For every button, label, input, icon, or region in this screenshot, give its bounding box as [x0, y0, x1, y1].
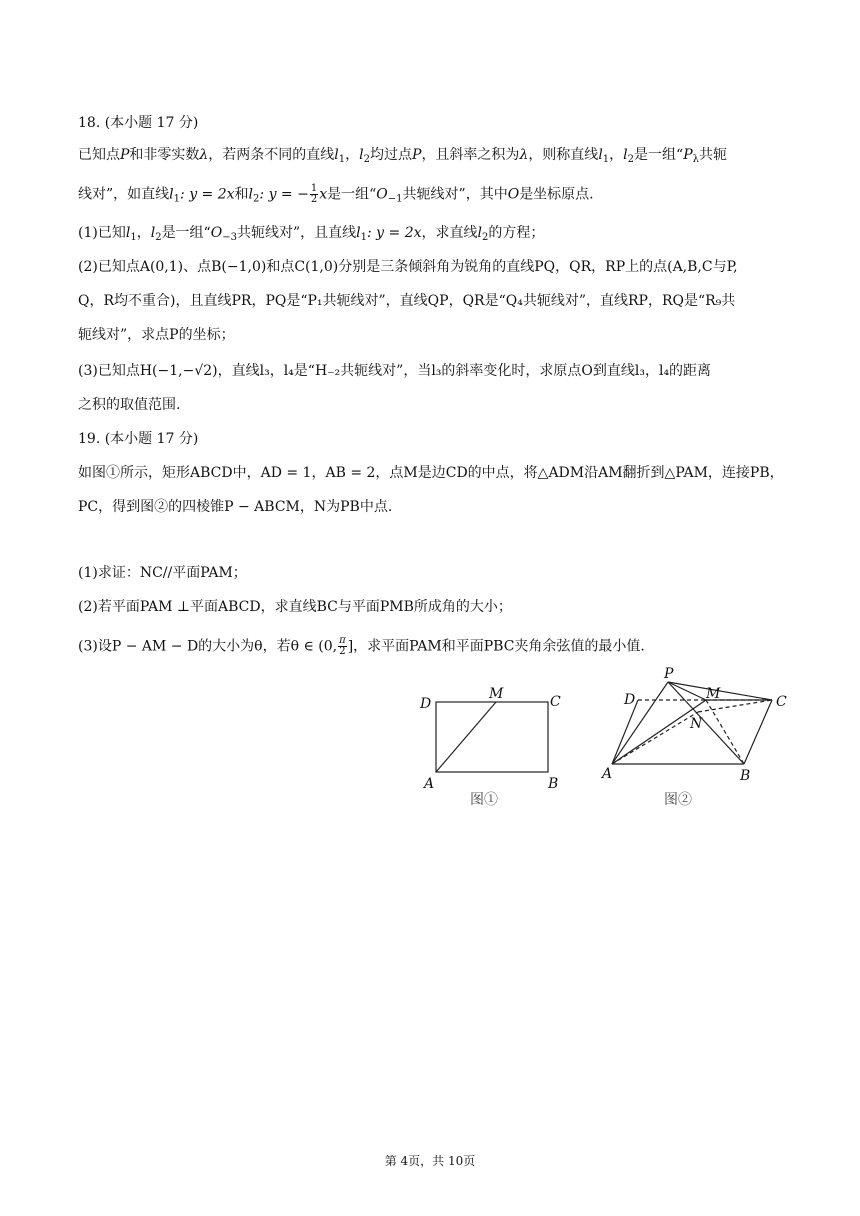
- q19-header: 19. (本小题 17 分): [78, 431, 199, 447]
- label-n: N: [690, 716, 703, 732]
- label-p: P: [664, 666, 674, 682]
- segment-an: [612, 712, 698, 764]
- q18-part3-line2: 之积的取值范围.: [78, 397, 181, 413]
- q18-part1: (1)已知$l_1$，$l_2$是一组“$O_{-3}$共轭线对”，且直线$l_1$: y = 2x，求直线$l_2$的方程；: [78, 225, 545, 243]
- figure-1-caption: 图①: [470, 792, 498, 808]
- q18-part2-line1: (2)已知点A(0,1)、点B(−1,0)和点C(1,0)分别是三条倾斜角为锐角的直线PQ，QR，RP上的点(A,B,C与P,: [78, 259, 738, 275]
- page-footer: 第 4页，共 10页: [384, 1154, 476, 1168]
- fraction-one-half: $\frac{1}{2}$: [310, 183, 318, 205]
- label-d: D: [624, 692, 636, 708]
- q18-part3-line1: (3)已知点H(−1,−√2)，直线l₃，l₄是“H₋₂共轭线对”，当l₃的斜率变化时，求原点O到直线l₃，l₄的距离: [78, 363, 712, 379]
- label-m: M: [489, 686, 504, 702]
- label-b: B: [740, 768, 751, 784]
- rectangle-abcd: [436, 702, 548, 772]
- label-c: C: [776, 694, 787, 710]
- q18-part2-line3: 轭线对”，求点P的坐标；: [78, 327, 235, 343]
- label-b: B: [548, 776, 559, 792]
- q19-part2: (2)若平面PAM ⊥平面ABCD，求直线BC与平面PMB所成角的大小；: [78, 599, 512, 615]
- figure-1-rectangle: [410, 680, 590, 810]
- q19-part3: (3)设P − AM − D的大小为θ，若θ ∈ (0, $\frac{\pi}{2}$ ]，求平面PAM和平面PBC夹角余弦值的最小值.: [78, 635, 645, 657]
- label-m: M: [706, 686, 721, 702]
- q18-intro-line1: 已知点P和非零实数λ，若两条不同的直线$l_1$，$l_2$均过点P，且斜率之积为λ，则称直线$l_1$，$l_2$是一组“$P_\lambda$共轭: [78, 147, 727, 165]
- label-d: D: [420, 696, 432, 712]
- fraction-pi-over-2: $\frac{\pi}{2}$: [339, 635, 346, 657]
- edge-bc: [744, 700, 772, 764]
- edge-pa: [612, 682, 668, 764]
- q18-part2-line2: Q，R均不重合)，且直线PR，PQ是“P₁共轭线对”，直线QP，QR是“Q₄共轭线对”，直线RP，RQ是“R₉共: [78, 293, 736, 309]
- label-c: C: [550, 694, 561, 710]
- label-a: A: [602, 766, 613, 782]
- q19-intro-line2: PC，得到图②的四棱锥P − ABCM，N为PB中点.: [78, 499, 393, 515]
- segment-am: [436, 702, 496, 772]
- label-a: A: [424, 776, 435, 792]
- figure-2-caption: 图②: [664, 792, 692, 808]
- q18-header: 18. (本小题 17 分): [78, 115, 199, 131]
- figure-2-pyramid: [594, 662, 794, 812]
- edge-am: [612, 700, 706, 764]
- q19-intro-line1: 如图①所示，矩形ABCD中，AD = 1，AB = 2，点M是边CD的中点，将△ADM沿AM翻折到△PAM，连接PB，: [78, 465, 784, 481]
- q19-part1: (1)求证：NC//平面PAM；: [78, 565, 247, 581]
- segment-mb: [706, 700, 744, 764]
- q18-intro-line2: 线对”，如直线$l_1$: y = 2x和$l_2$: y = − $\frac{1}{2}$ x是一组“$O_{-1}$共轭线对”，其中O是坐标原点.: [78, 183, 594, 205]
